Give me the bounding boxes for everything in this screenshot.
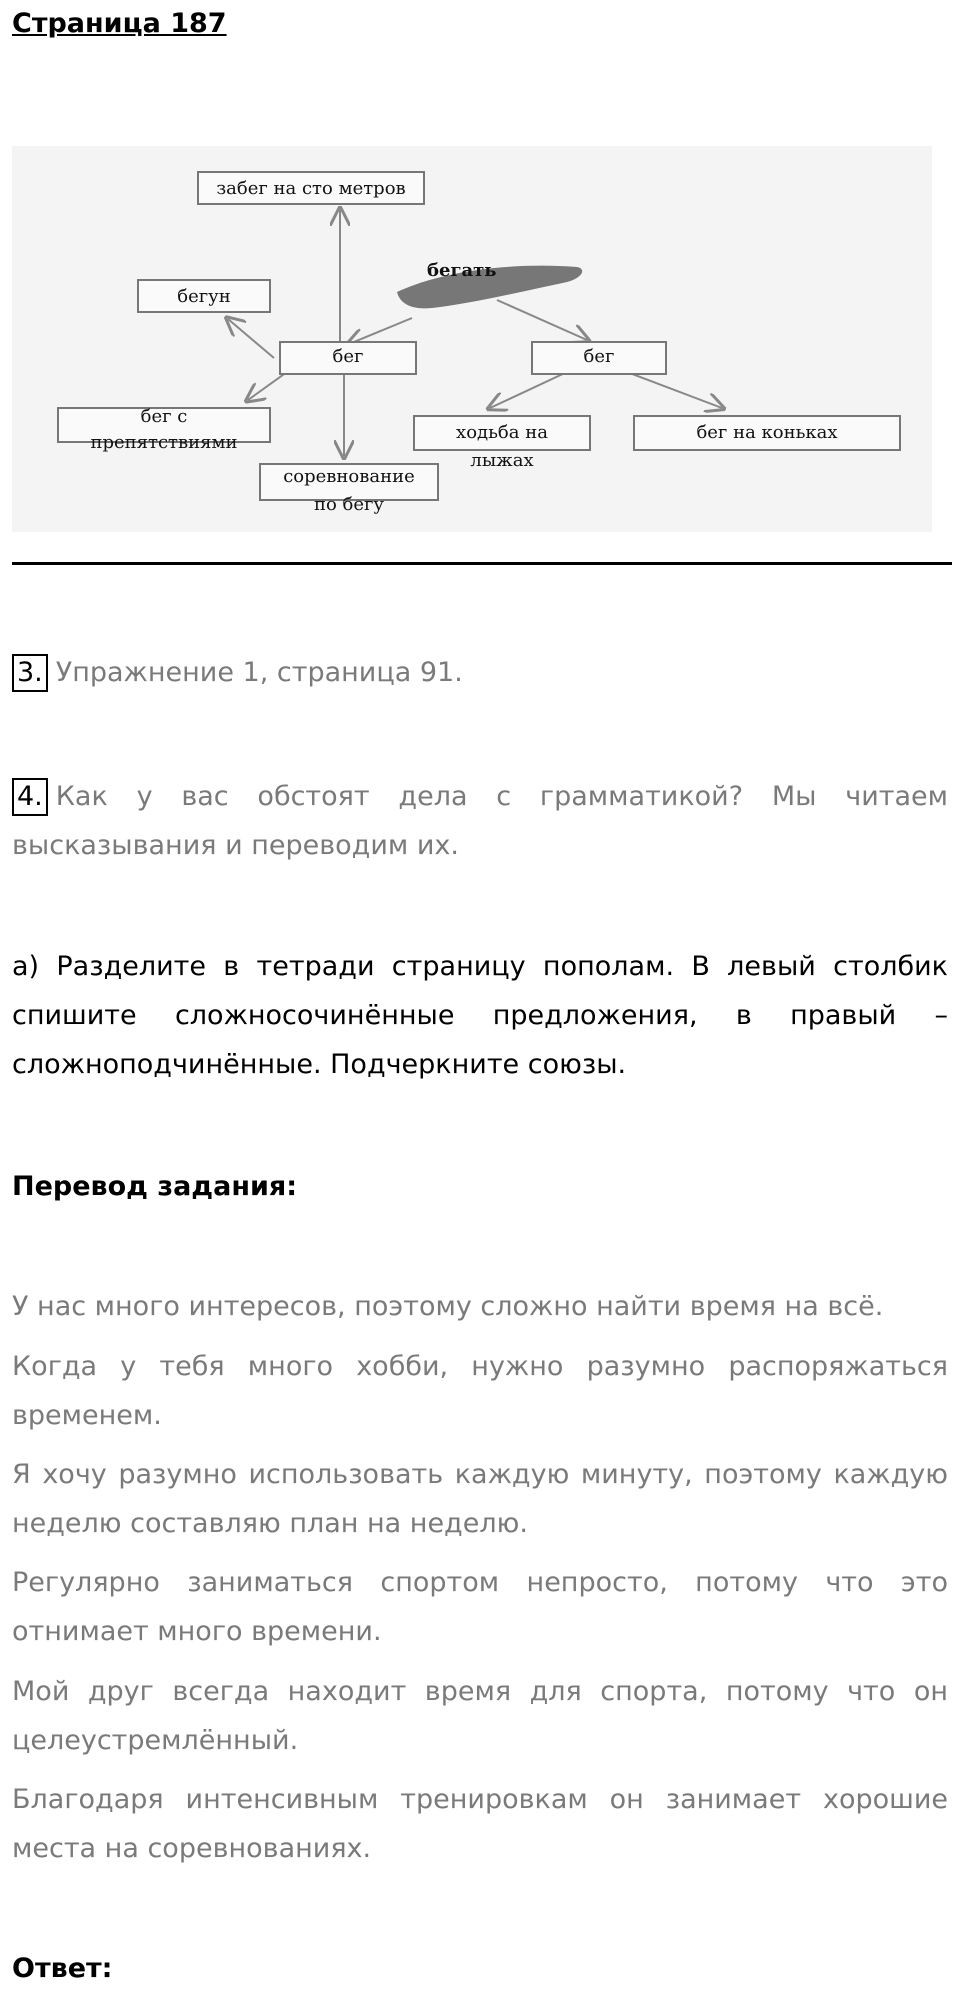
exercise-3	[12, 648, 948, 697]
sentence: Регулярно заниматься спортом непросто, потому что это отнимает много времени.	[12, 1567, 948, 1647]
sentence: Я хочу разумно использовать каждую минуту, поэтому каждую неделю составляю план на неделю.	[12, 1459, 948, 1539]
svg-text:бег с: бег с	[140, 406, 188, 427]
box-hurdles	[58, 406, 270, 453]
svg-text:забег на сто метров: забег на сто метров	[216, 178, 406, 199]
answer-heading: Ответ:	[12, 1953, 113, 1984]
divider	[12, 562, 952, 565]
svg-text:препятствиями: препятствиями	[90, 432, 238, 453]
svg-text:ходьба на: ходьба на	[456, 422, 548, 443]
exercise-number: 3.	[12, 654, 48, 692]
box-run-left	[280, 342, 416, 374]
exercise-4	[12, 772, 948, 870]
sentence: Благодаря интенсивным тренировкам он занимает хорошие места на соревнованиях.	[12, 1784, 948, 1864]
svg-text:лыжах: лыжах	[470, 450, 534, 471]
svg-text:соревнование: соревнование	[283, 466, 415, 487]
box-competition	[260, 464, 438, 515]
box-skating	[634, 416, 900, 450]
box-skiing	[414, 416, 590, 471]
svg-text:бег: бег	[583, 346, 615, 367]
svg-text:бегун: бегун	[177, 286, 231, 307]
svg-text:по бегу: по бегу	[313, 494, 385, 515]
svg-text:бег: бег	[332, 346, 364, 367]
exercise-text: Упражнение 1, страница 91.	[55, 657, 463, 688]
svg-text:бег на коньках: бег на коньках	[696, 422, 838, 443]
word-family-diagram	[12, 146, 932, 532]
sentence: Когда у тебя много хобби, нужно разумно распоряжаться временем.	[12, 1351, 948, 1431]
box-runner	[138, 280, 270, 312]
box-run-right	[532, 342, 666, 374]
sentence: У нас много интересов, поэтому сложно найти время на всё.	[12, 1291, 884, 1322]
task-a: а) Разделите в тетради страницу пополам. В левый столбик спишите сложносочинённые предложения, в правый – сложноподчинённые. Подчеркните союзы.	[12, 951, 948, 1080]
exercise-text: Как у вас обстоят дела с грамматикой? Мы читаем высказывания и переводим их.	[12, 781, 948, 861]
box-top	[198, 172, 424, 204]
translation-heading: Перевод задания:	[12, 1171, 298, 1202]
exercise-number: 4.	[12, 778, 48, 816]
sentence: Мой друг всегда находит время для спорта, потому что он целеустремлённый.	[12, 1676, 948, 1756]
page-title: Страница 187	[12, 8, 227, 39]
center-word: бегать	[427, 260, 497, 281]
